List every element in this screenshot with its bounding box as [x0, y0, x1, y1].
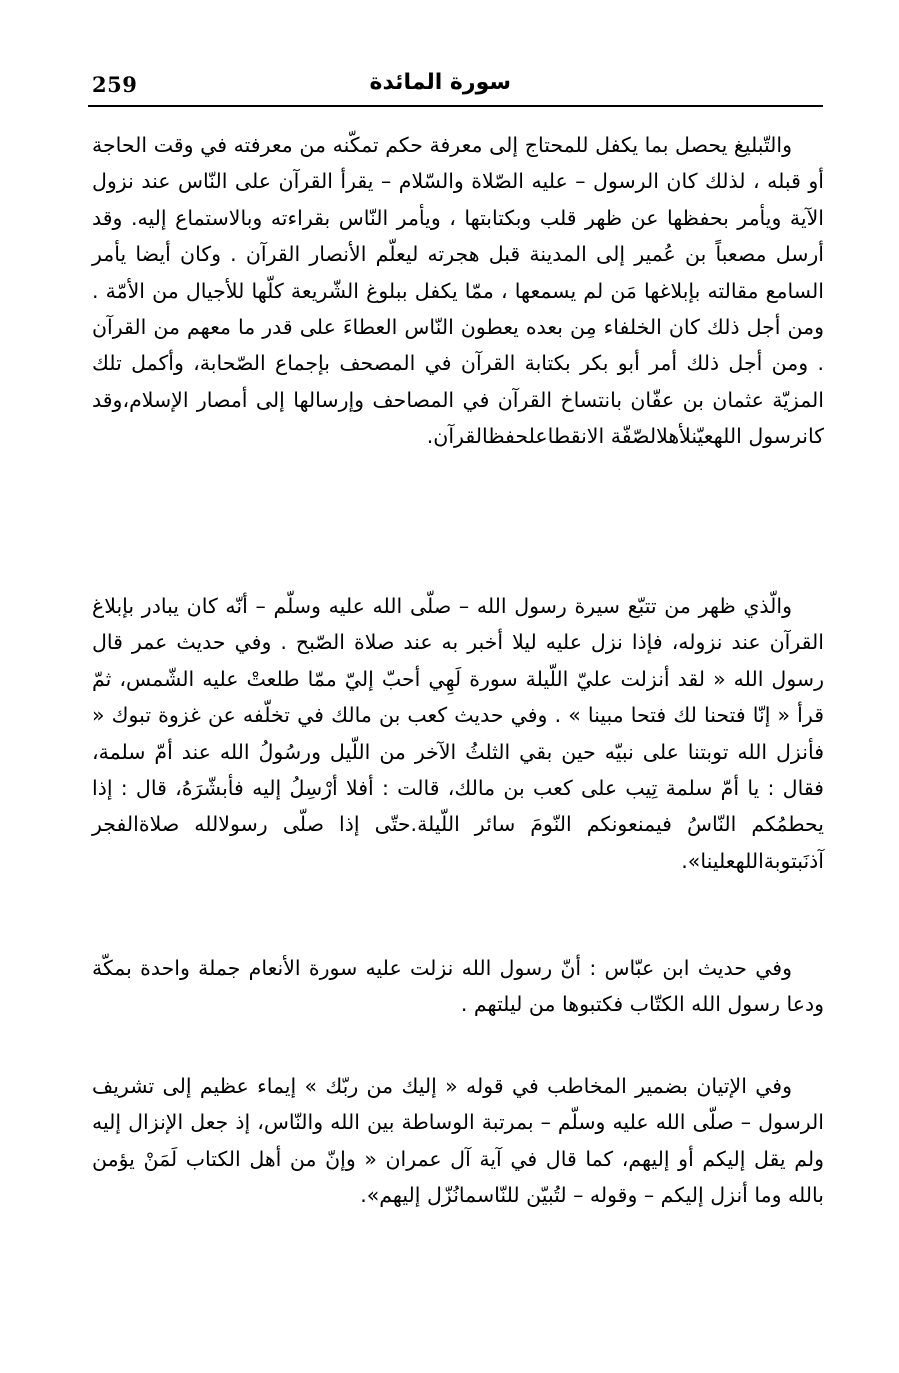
paragraph-text: والّذي ظهر من تتبّع سيرة رسول الله – صلّى الله عليه وسلّم – أنّه كان يبادر بإبلاغ القرآن عند نزوله، فإذا نزل عليه ليلا أخبر به عند صلاة الصّبح . وفي حديث عمر قال رسول الله « لقد أنزلت عليّ اللّيلة سورة لَهِي أحبّ إليّ ممّا طلعتْ عليه الشّمس، ثمّ قرأ « إنّا فتحنا لك فتحا مبينا » . وفي حديث كعب بن مالك في تخلّفه عن غزوة تبوك « فأنزل الله توبتنا على نبيّه حين بقي الثلثُ الآخر من اللّيل ورسُولُ الله عند أمّ سلمة، فقال : يا أمّ سلمة تِيب على كعب بن مالك، قالت : أفلا أرْسِلُ إليه فأبشّرَهُ، قال : إذا يحطمُكم النّاسُ فيمنعونكم النّومَ سائر اللّيلة.حتّى إذا صلّى رسولالله صلاةالفجر آذنَبتوبةاللهعلينا».: [92, 594, 824, 873]
paragraph-text: وفي الإتيان بضمير المخاطب في قوله « إليك من ربّك » إيماء عظيم إلى تشريف الرسول – صلّى الله عليه وسلّم – بمرتبة الوساطة بين الله والنّاس، إذ جعل الإنزال إليه ولم يقل إليكم أو إليهم، كما قال في آية آل عمران « وإنّ من أهل الكتاب لَمَنْ يؤمن بالله وما أنزل إليكم – وقوله – لتُبيّن للنّاسمانُزّل إليهم».: [92, 1074, 824, 1208]
paragraph: [92, 127, 824, 455]
paragraph-text: وفي حديث ابن عبّاس : أنّ رسول الله نزلت عليه سورة الأنعام جملة واحدة بمكّة ودعا رسول الله الكتّاب فكتبوها من ليلتهم .: [92, 956, 824, 1017]
paragraph: [92, 588, 824, 879]
paragraph-text: والتّبليغ يحصل بما يكفل للمحتاج إلى معرفة حكم تمكّنه من معرفته في وقت الحاجة أو قبله ، لذلك كان الرسول – عليه الصّلاة والسّلام – يقرأ القرآن على النّاس عند نزول الآية ويأمر بحفظها عن ظهر قلب وبكتابتها ، ويأمر النّاس بقراءته وبالاستماع إليه. وقد أرسل مصعباً بن عُمير إلى المدينة قبل هجرته ليعلّم الأنصار القرآن . وكان أيضا يأمر السامع مقالته بإبلاغها مَن لم يسمعها ، ممّا يكفل ببلوغ الشّريعة كلّها للأجيال من الأمّة . ومن أجل ذلك كان الخلفاء مِن بعده يعطون النّاس العطاءَ على قدر ما معهم من القرآن . ومن أجل ذلك أمر أبو بكر بكتابة القرآن في المصحف بإجماع الصّحابة، وأكمل تلك المزيّة عثمان بن عفّان بانتساخ القرآن في المصاحف وإرسالها إلى أمصار الإسلام،وقد كانرسول اللهعيّنلأهلالصّفّة الانقطاعلحفظالقرآن.: [92, 133, 824, 449]
running-title: سورة المائدة: [369, 70, 511, 95]
paragraph: [92, 1068, 824, 1214]
header-divider: [88, 105, 823, 107]
page-header: [88, 70, 823, 104]
page-number: 259: [92, 72, 138, 97]
paragraph: [92, 950, 824, 1023]
